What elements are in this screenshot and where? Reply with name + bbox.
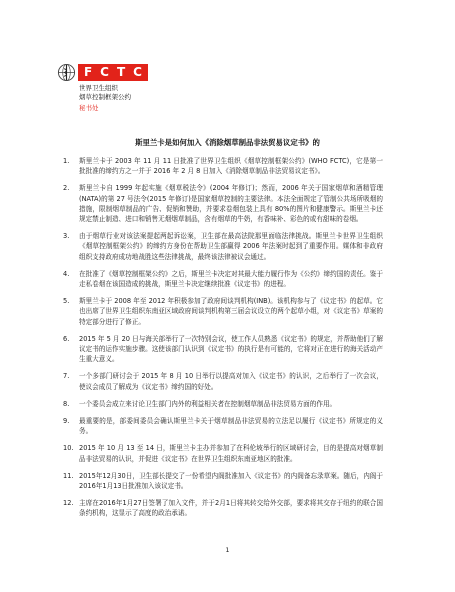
item-number: 9. [63,417,70,426]
org-line: 世界卫生组织 [79,84,118,92]
item-number: 12. [63,499,74,508]
page-number: 1 [225,546,230,554]
fctc-letter: C [133,65,142,79]
fctc-letter: F [83,65,93,79]
fctc-letter: C [100,65,109,79]
list-item [63,371,383,391]
fctc-letter: T [116,65,126,79]
item-number: 8. [63,399,70,408]
list-item [63,156,383,176]
item-text: 斯里兰卡于 2008 年至 2012 年积极参加了政府间谈判机构(INB)。该机构参与了《议定书》的起草。它也出席了世界卫生组织东南亚区域政府间谈判机构第三届会议设立的两个起草小组，对《议定书》草案的特定部分进行了修正。 [79,297,383,326]
item-number: 5. [63,297,70,306]
document-title: 斯里兰卡是如何加入《消除烟草制品非法贸易议定书》的 [135,138,320,147]
list-item [63,269,383,289]
fctc-logo [57,63,148,82]
item-text: 由于烟草行业对该法案提起两起诉讼案，卫生部在最高法院那里面临法律挑战。斯里兰卡世界卫生组织《烟草控制框架公约》的缔约方身份在帮助卫生部赢得 2006 年法案时起到了重要作用。媒体和非政府组织支持政府成功地战胜这些法律挑战，最终该法律被议会通过。 [79,232,383,261]
who-emblem-icon [57,63,76,82]
item-text: 2015年12月30日，卫生部长提交了一份希望内阁批准加入《议定书》的内阁备忘录草案。随后，内阁于2016年1月13日批准加入该议定书。 [79,471,383,491]
item-text: 斯里兰卡于 2003 年 11 月 11 日批准了世界卫生组织《烟草控制框架公约》(WHO FCTC)，它是第一批批准的缔约方之一并于 2016 年 2 月 8 日加入《消除烟草制品非法贸易议定书》。 [79,157,383,176]
item-text: 最重要的是，部委间委员会确认斯里兰卡关于烟草制品非法贸易的立法足以履行《议定书》所规定的义务。 [79,417,383,436]
item-number: 1. [63,157,70,165]
item-text: 在批准了《烟草控制框架公约》之后，斯里兰卡决定对其最大能力履行作为《公约》缔约国的责任。鉴于走私卷烟在该国造成的挑战，斯里兰卡决定继续批准《议定书》的进程。 [79,269,383,289]
numbered-list [63,156,383,519]
list-item [63,231,383,262]
item-text: 一个多部门研讨会于 2015 年 8 月 10 日举行以提高对加入《议定书》的认识，之后举行了一次会议，使议会成员了解成为《议定书》缔约国的好处。 [79,372,383,391]
list-item [63,399,383,409]
list-item [63,498,383,518]
fctc-logo-box [78,64,148,81]
list-item [63,296,383,327]
list-item [63,183,383,224]
list-item [63,334,383,365]
organization-name [79,84,131,113]
item-text: 斯里兰卡自 1999 年起实施《烟草税法令》(2004 年修订)；然而，2006 年关于国家烟草和酒精管理(NATA)的第 27 号法令(2015 年修订)是国家烟草控制的主要法律。本法全面规定了管制公共场所吸烟的措施，限制烟草制品的广告、促销和赞助，并要求卷烟包装上具有 80%的图片和健康警示。斯里兰卡还规定禁止制造、进口和销售无烟烟草制品，含有烟草的牛奶，有香味补、彩色的或有甜味的卷烟。 [79,184,383,224]
item-number: 3. [63,232,70,241]
org-line: 烟草控制框架公约 [79,93,131,101]
item-text: 2015 年 10 月 13 至 14 日，斯里兰卡主办并参加了在科伦坡举行的区域研讨会，目的是提高对烟草制品非法贸易的认识，并促进《议定书》在世界卫生组织东南亚地区的批准。 [79,444,383,463]
item-number: 10. [63,444,74,453]
item-number: 11. [63,471,74,480]
list-item [63,416,383,436]
item-text: 主席在2016年1月27日签署了加入文件，并于2月1日将其转交给外交部，要求将其交存于纽约的联合国条约机构，这显示了高度的政治承诺。 [79,499,383,518]
item-number: 2. [63,184,70,193]
list-item [63,471,383,491]
secretariat-label: 秘书处 [79,104,99,112]
item-text: 2015 年 5 月 20 日与海关部举行了一次特别会议，使工作人员熟悉《议定书》的规定，并帮助他们了解议定书的运作实施步骤。这使该部门认识到《议定书》的执行是有可能的，它将对正在进行的海关活动产生重大意义。 [79,334,383,364]
item-number: 7. [63,372,70,381]
list-item [63,443,383,463]
item-text: 一个委员会成立来讨论卫生部门内外的利益相关者在控制烟草制品非法贸易方面的作用。 [79,399,337,408]
item-number: 4. [63,269,70,278]
item-number: 6. [63,334,70,343]
